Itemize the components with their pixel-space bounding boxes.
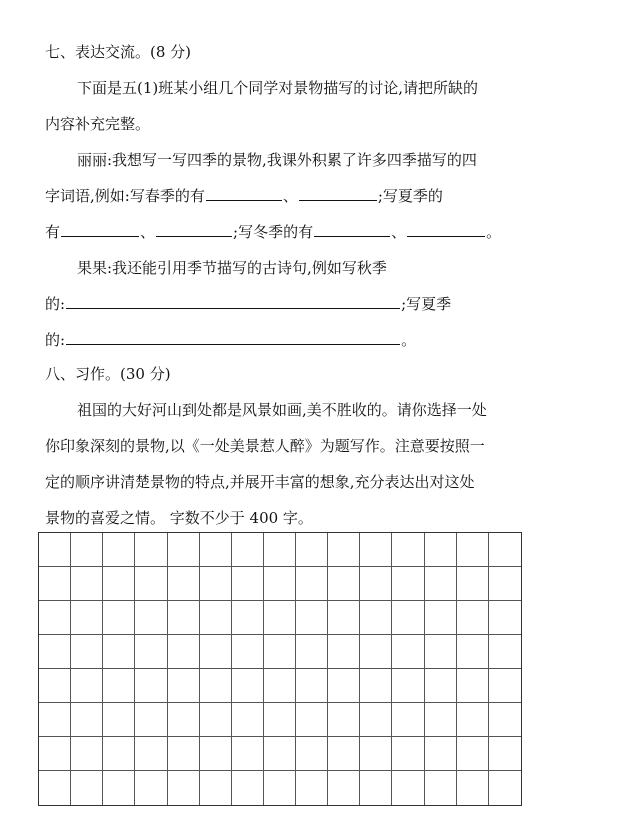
grid-cell[interactable] — [232, 567, 264, 601]
grid-cell[interactable] — [135, 635, 167, 669]
grid-cell[interactable] — [264, 601, 296, 635]
comma-sep: 、 — [140, 223, 156, 241]
comma-sep: 、 — [391, 223, 407, 241]
grid-cell[interactable] — [200, 533, 232, 567]
grid-cell[interactable] — [328, 669, 360, 703]
grid-cell[interactable] — [264, 635, 296, 669]
grid-cell[interactable] — [489, 567, 521, 601]
section7-heading: 七、表达交流。(8 分) — [45, 43, 192, 61]
grid-cell[interactable] — [328, 567, 360, 601]
grid-cell[interactable] — [232, 533, 264, 567]
grid-cell[interactable] — [457, 533, 489, 567]
section8-line4: 景物的喜爱之情。 字数不少于 400 字。 — [45, 509, 313, 527]
grid-cell[interactable] — [168, 669, 200, 703]
grid-cell[interactable] — [71, 533, 103, 567]
grid-cell[interactable] — [489, 601, 521, 635]
grid-cell[interactable] — [264, 567, 296, 601]
lili-line2-text: 字词语,例如:写春季的有 — [45, 187, 205, 205]
winter-blank-1[interactable] — [314, 222, 390, 237]
grid-cell[interactable] — [425, 601, 457, 635]
grid-cell[interactable] — [392, 635, 424, 669]
grid-cell[interactable] — [264, 669, 296, 703]
grid-cell[interactable] — [296, 533, 328, 567]
grid-cell[interactable] — [71, 771, 103, 805]
grid-cell[interactable] — [360, 533, 392, 567]
grid-cell[interactable] — [103, 771, 135, 805]
lili-line3 — [45, 222, 501, 242]
grid-cell[interactable] — [39, 635, 71, 669]
lili-line1: 丽丽:我想写一写四季的景物,我课外积累了许多四季描写的四 — [77, 151, 477, 169]
grid-cell[interactable] — [264, 533, 296, 567]
grid-cell[interactable] — [200, 703, 232, 737]
section8-line1: 祖国的大好河山到处都是风景如画,美不胜收的。请你选择一处 — [77, 401, 487, 419]
grid-cell[interactable] — [200, 601, 232, 635]
grid-cell[interactable] — [425, 771, 457, 805]
grid-cell[interactable] — [360, 771, 392, 805]
grid-cell[interactable] — [328, 703, 360, 737]
autumn-poem-blank[interactable] — [66, 294, 400, 309]
grid-cell[interactable] — [200, 737, 232, 771]
grid-cell[interactable] — [425, 669, 457, 703]
grid-cell[interactable] — [232, 669, 264, 703]
grid-cell[interactable] — [328, 771, 360, 805]
grid-cell[interactable] — [264, 771, 296, 805]
grid-cell[interactable] — [457, 737, 489, 771]
grid-cell[interactable] — [103, 669, 135, 703]
grid-cell[interactable] — [489, 533, 521, 567]
guoguo-line3-end: 。 — [401, 331, 417, 349]
grid-cell[interactable] — [200, 771, 232, 805]
summer-blank-2[interactable] — [156, 222, 232, 237]
grid-cell[interactable] — [71, 703, 103, 737]
autumn-prefix: 的: — [45, 295, 66, 313]
grid-cell[interactable] — [264, 703, 296, 737]
grid-cell[interactable] — [264, 737, 296, 771]
grid-cell[interactable] — [457, 771, 489, 805]
grid-cell[interactable] — [39, 601, 71, 635]
grid-cell[interactable] — [296, 703, 328, 737]
grid-cell[interactable] — [232, 771, 264, 805]
grid-cell[interactable] — [425, 635, 457, 669]
grid-cell[interactable] — [135, 533, 167, 567]
grid-cell[interactable] — [168, 771, 200, 805]
grid-cell[interactable] — [296, 737, 328, 771]
grid-cell[interactable] — [168, 635, 200, 669]
lili-line3-start: 有 — [45, 223, 61, 241]
grid-cell[interactable] — [296, 669, 328, 703]
comma-sep: 、 — [282, 187, 298, 205]
grid-cell[interactable] — [328, 533, 360, 567]
spring-blank-2[interactable] — [299, 186, 377, 201]
grid-cell[interactable] — [200, 669, 232, 703]
grid-cell[interactable] — [489, 635, 521, 669]
grid-cell[interactable] — [328, 737, 360, 771]
grid-cell[interactable] — [425, 533, 457, 567]
period: 。 — [486, 223, 502, 241]
grid-cell[interactable] — [168, 601, 200, 635]
grid-cell[interactable] — [71, 635, 103, 669]
grid-cell[interactable] — [425, 567, 457, 601]
summer-blank-1[interactable] — [61, 222, 139, 237]
grid-cell[interactable] — [489, 771, 521, 805]
grid-cell[interactable] — [103, 533, 135, 567]
grid-cell[interactable] — [392, 533, 424, 567]
grid-cell[interactable] — [103, 635, 135, 669]
grid-cell[interactable] — [39, 737, 71, 771]
grid-cell[interactable] — [135, 703, 167, 737]
grid-cell[interactable] — [200, 567, 232, 601]
grid-cell[interactable] — [232, 737, 264, 771]
grid-cell[interactable] — [232, 703, 264, 737]
grid-cell[interactable] — [135, 669, 167, 703]
grid-cell[interactable] — [232, 635, 264, 669]
grid-cell[interactable] — [457, 669, 489, 703]
grid-cell[interactable] — [39, 533, 71, 567]
winter-blank-2[interactable] — [407, 222, 485, 237]
grid-cell[interactable] — [489, 703, 521, 737]
grid-cell[interactable] — [103, 737, 135, 771]
grid-cell[interactable] — [392, 737, 424, 771]
grid-cell[interactable] — [392, 669, 424, 703]
grid-cell[interactable] — [457, 703, 489, 737]
grid-cell[interactable] — [39, 567, 71, 601]
spring-blank-1[interactable] — [206, 186, 282, 201]
grid-cell[interactable] — [200, 635, 232, 669]
grid-cell[interactable] — [103, 567, 135, 601]
grid-cell[interactable] — [392, 567, 424, 601]
section8-line2: 你印象深刻的景物,以《一处美景惹人醉》为题写作。注意要按照一 — [45, 437, 485, 455]
section7-intro-line1: 下面是五(1)班某小组几个同学对景物描写的讨论,请把所缺的 — [77, 79, 479, 97]
section7-intro-line2: 内容补充完整。 — [45, 115, 151, 133]
grid-cell[interactable] — [489, 669, 521, 703]
grid-cell[interactable] — [168, 703, 200, 737]
summer-poem-blank[interactable] — [66, 330, 400, 345]
grid-cell[interactable] — [71, 669, 103, 703]
grid-cell[interactable] — [425, 737, 457, 771]
grid-cell[interactable] — [71, 737, 103, 771]
grid-cell[interactable] — [103, 703, 135, 737]
grid-cell[interactable] — [457, 635, 489, 669]
grid-cell[interactable] — [39, 669, 71, 703]
summer-prefix: 的: — [45, 331, 66, 349]
grid-cell[interactable] — [135, 737, 167, 771]
grid-cell[interactable] — [425, 703, 457, 737]
grid-cell[interactable] — [296, 635, 328, 669]
grid-cell[interactable] — [457, 567, 489, 601]
grid-cell[interactable] — [71, 567, 103, 601]
section8-heading: 八、习作。(30 分) — [45, 365, 171, 383]
grid-cell[interactable] — [296, 601, 328, 635]
grid-cell[interactable] — [392, 601, 424, 635]
guoguo-line3 — [45, 330, 416, 350]
grid-cell[interactable] — [328, 601, 360, 635]
grid-cell[interactable] — [71, 601, 103, 635]
lili-line2 — [45, 186, 443, 206]
grid-cell[interactable] — [360, 669, 392, 703]
grid-cell[interactable] — [392, 771, 424, 805]
grid-cell[interactable] — [296, 567, 328, 601]
guoguo-line2-end: ;写夏季 — [401, 295, 452, 313]
grid-cell[interactable] — [457, 601, 489, 635]
grid-cell[interactable] — [168, 737, 200, 771]
grid-cell[interactable] — [360, 601, 392, 635]
grid-cell[interactable] — [135, 771, 167, 805]
grid-cell[interactable] — [103, 601, 135, 635]
guoguo-line1: 果果:我还能引用季节描写的古诗句,例如写秋季 — [77, 259, 387, 277]
grid-cell[interactable] — [489, 737, 521, 771]
grid-cell[interactable] — [168, 533, 200, 567]
grid-cell[interactable] — [232, 601, 264, 635]
grid-cell[interactable] — [168, 567, 200, 601]
grid-cell[interactable] — [360, 737, 392, 771]
grid-cell[interactable] — [135, 601, 167, 635]
grid-cell[interactable] — [360, 567, 392, 601]
lili-line3-mid: ;写冬季的有 — [233, 223, 314, 241]
writing-grid[interactable] — [38, 532, 522, 806]
grid-cell[interactable] — [328, 635, 360, 669]
grid-cell[interactable] — [392, 703, 424, 737]
section8-line3: 定的顺序讲清楚景物的特点,并展开丰富的想象,充分表达出对这处 — [45, 473, 475, 491]
grid-cell[interactable] — [296, 771, 328, 805]
grid-cell[interactable] — [135, 567, 167, 601]
grid-cell[interactable] — [39, 771, 71, 805]
guoguo-line2 — [45, 294, 451, 314]
grid-cell[interactable] — [39, 703, 71, 737]
grid-cell[interactable] — [360, 635, 392, 669]
grid-cell[interactable] — [360, 703, 392, 737]
lili-line2-end: ;写夏季的 — [377, 187, 443, 205]
